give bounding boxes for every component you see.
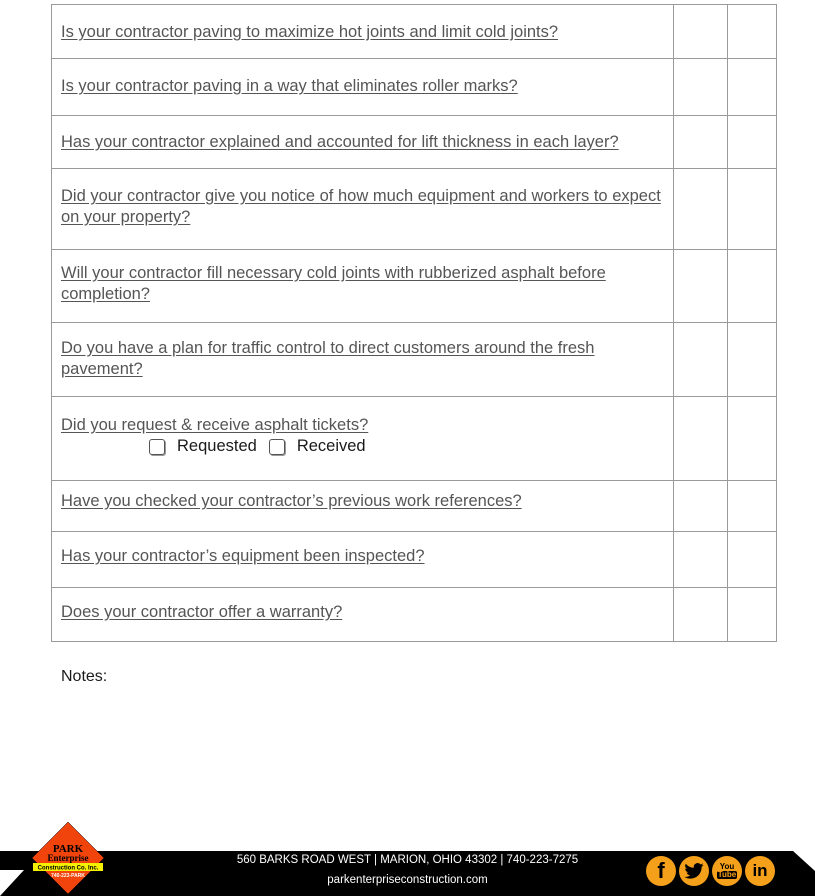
question-text[interactable]: Is your contractor paving to maximize hot joints and limit cold joints? — [61, 23, 559, 41]
no-cell[interactable] — [728, 323, 777, 397]
table-row — [52, 59, 777, 116]
notes-label: Notes: — [61, 668, 108, 685]
no-cell[interactable] — [728, 5, 777, 59]
yes-cell[interactable] — [674, 588, 728, 642]
table-row — [52, 169, 777, 250]
svg-text:PARK: PARK — [52, 843, 84, 855]
table-row — [52, 5, 777, 59]
question-text[interactable]: Will your contractor fill necessary cold joints with rubberized asphalt before completion? — [61, 264, 606, 303]
question-text[interactable]: Does your contractor offer a warranty? — [61, 603, 343, 621]
requested-checkbox[interactable] — [149, 439, 165, 455]
question-text[interactable]: Is your contractor paving in a way that eliminates roller marks? — [61, 77, 518, 95]
question-text[interactable]: Did you request & receive asphalt tickets? — [61, 416, 369, 434]
yes-cell[interactable] — [674, 250, 728, 323]
table-row — [52, 532, 777, 588]
table-row — [52, 323, 777, 397]
question-text[interactable]: Do you have a plan for traffic control to direct customers around the fresh pavement? — [61, 339, 595, 378]
yes-cell[interactable] — [674, 116, 728, 169]
question-text[interactable]: Did your contractor give you notice of how much equipment and workers to expect on your property? — [61, 187, 661, 226]
svg-text:Enterprise: Enterprise — [47, 853, 89, 863]
yes-cell[interactable] — [674, 397, 728, 481]
no-cell[interactable] — [728, 481, 777, 532]
twitter-icon[interactable] — [679, 856, 709, 886]
no-cell[interactable] — [728, 250, 777, 323]
contractor-checklist-table — [51, 4, 777, 642]
no-cell[interactable] — [728, 397, 777, 481]
yes-cell[interactable] — [674, 323, 728, 397]
no-cell[interactable] — [728, 588, 777, 642]
facebook-icon[interactable]: f — [646, 856, 676, 886]
no-cell[interactable] — [728, 59, 777, 116]
footer-address: 560 BARKS ROAD WEST | MARION, OHIO 43302 | 740-223-7275 — [236, 854, 579, 866]
requested-label: Requested — [177, 437, 257, 455]
table-row — [52, 481, 777, 532]
svg-text:Construction Co. Inc.: Construction Co. Inc. — [37, 865, 99, 872]
svg-text:740-223-PARK: 740-223-PARK — [51, 873, 85, 879]
yes-cell[interactable] — [674, 5, 728, 59]
yes-cell[interactable] — [674, 169, 728, 250]
yes-cell[interactable] — [674, 481, 728, 532]
yes-cell[interactable] — [674, 532, 728, 588]
table-row — [52, 116, 777, 169]
youtube-icon[interactable]: You Tube — [712, 856, 742, 886]
no-cell[interactable] — [728, 169, 777, 250]
question-text[interactable]: Have you checked your contractor’s previous work references? — [61, 492, 522, 510]
received-label: Received — [296, 437, 366, 455]
no-cell[interactable] — [728, 116, 777, 169]
no-cell[interactable] — [728, 532, 777, 588]
footer-website[interactable]: parkenterpriseconstruction.com — [327, 874, 488, 886]
table-row — [52, 588, 777, 642]
table-row — [52, 250, 777, 323]
ticket-checkbox-group — [149, 436, 664, 457]
question-text[interactable]: Has your contractor’s equipment been inspected? — [61, 547, 425, 565]
yes-cell[interactable] — [674, 59, 728, 116]
linkedin-icon[interactable]: in — [745, 856, 775, 886]
received-checkbox[interactable] — [269, 439, 285, 455]
social-links — [646, 856, 775, 886]
question-text[interactable]: Has your contractor explained and accounted for lift thickness in each layer? — [61, 133, 619, 151]
table-row — [52, 397, 777, 481]
park-enterprise-logo — [32, 822, 104, 894]
